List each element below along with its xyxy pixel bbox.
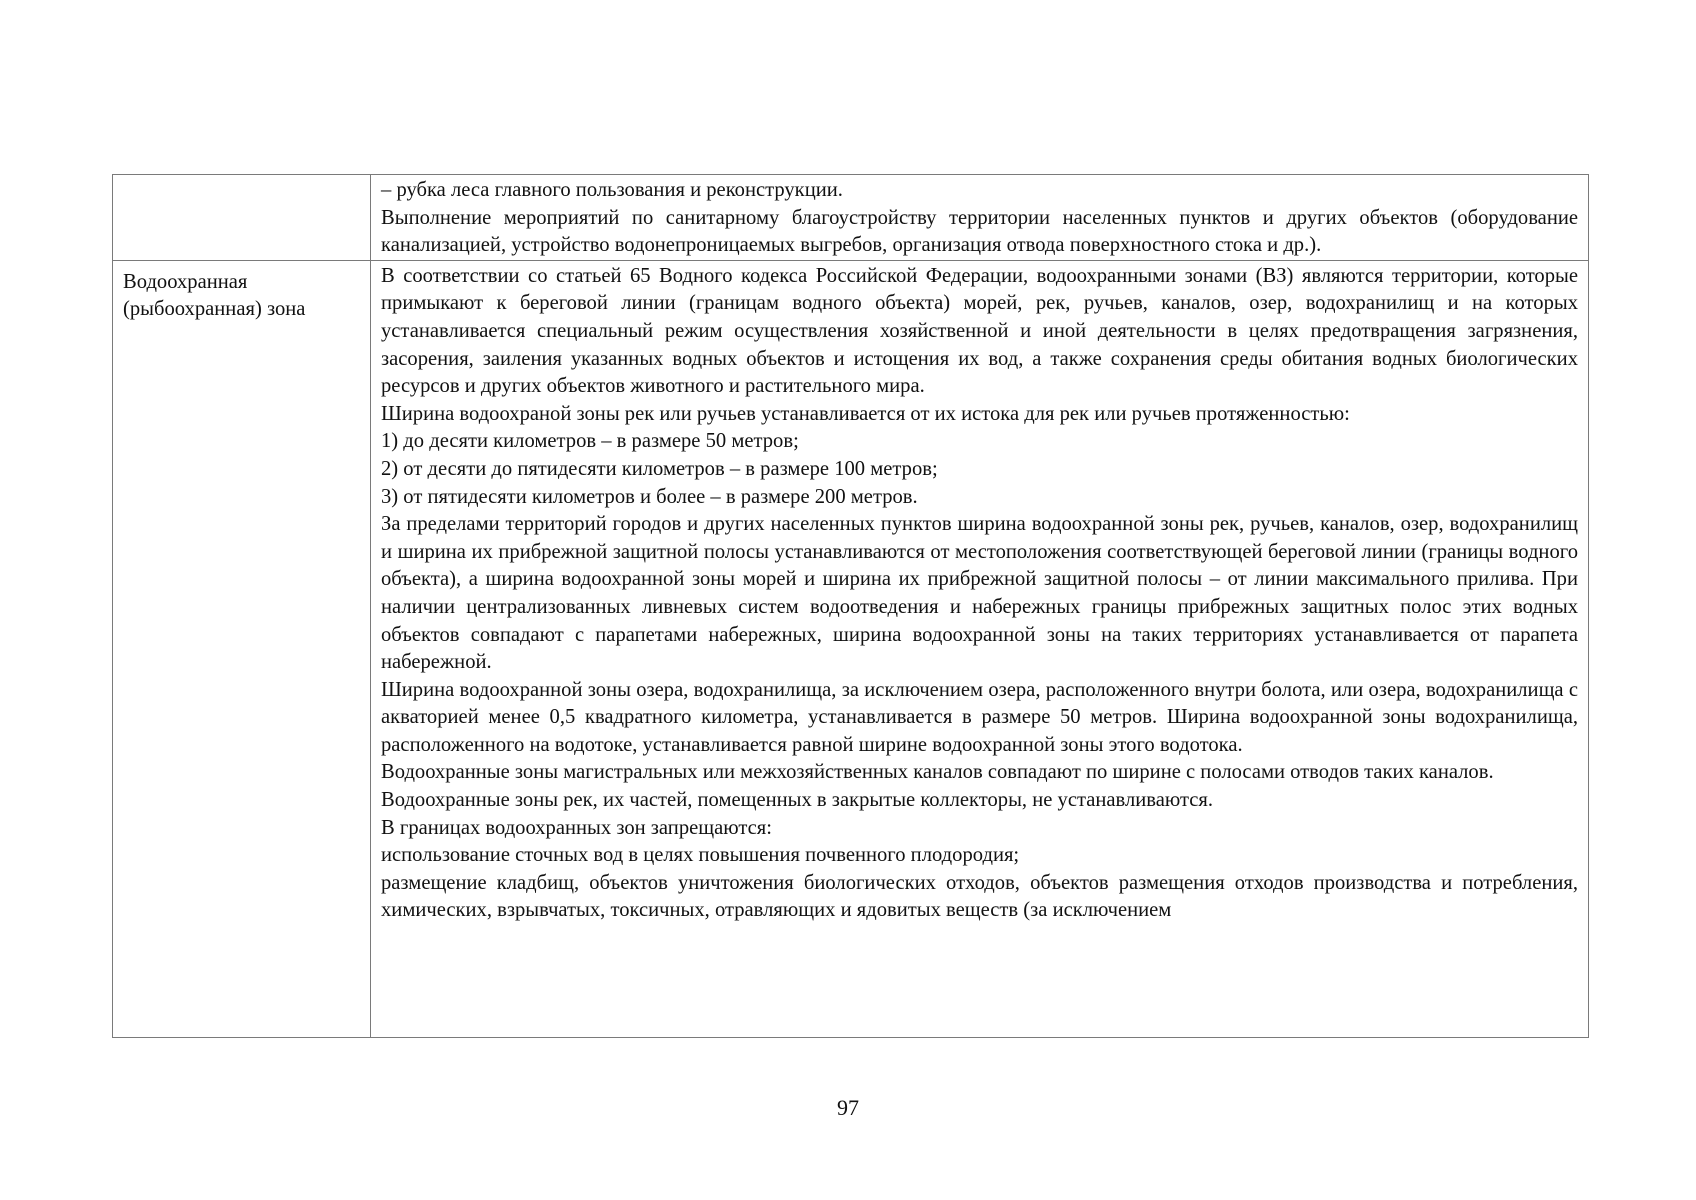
zone-label: Водоохранная (рыбоохранная) зона [123,270,306,321]
content-table [112,174,1589,1038]
paragraph: В соответствии со статьей 65 Водного кодекса Российской Федерации, водоохранными зонами (ВЗ) являются территории, которые примыкают к береговой линии (границам водного объекта) морей, рек, ручьев, каналов, озер, водохранилищ и на которых устанавливается специальный режим осуществления хозяйственной и иной деятельности в целях предотвращения загрязнения, засорения, заиления указанных водных объектов и истощения их вод, а также сохранения среды обитания водных биологических ресурсов и других объектов животного и растительного мира. [381,264,1578,398]
paragraph: Водоохранные зоны рек, их частей, помещенных в закрытые коллекторы, не устанавливаются. [381,789,1213,812]
requirements-cell [371,175,1589,261]
paragraph: За пределами территорий городов и других населенных пунктов ширина водоохранной зоны рек, ручьев, каналов, озер, водохранилищ и ширина их прибрежной защитной полосы устанавливаются от местоположения соответствующей береговой линии (границы водного объекта), а ширина водоохранной зоны морей и ширина их прибрежной защитной полосы – от линии максимального прилива. При наличии централизованных ливневых систем водоотведения и набережных границы прибрежных защитных полос этих водных объектов совпадают с парапетами набережных, ширина водоохранной зоны на таких территориях устанавливается от парапета набережной. [381,513,1578,674]
paragraph: Водоохранные зоны магистральных или межхозяйственных каналов совпадают по ширине с полосами отводов таких каналов. [381,761,1494,784]
paragraph: использование сточных вод в целях повышения почвенного плодородия; [381,844,1020,867]
paragraph: размещение кладбищ, объектов уничтожения биологических отходов, объектов размещения отходов производства и потребления, химических, взрывчатых, токсичных, отравляющих и ядовитых веществ (за исключением [381,871,1578,922]
zone-label-cell [113,260,371,1037]
requirements-cell [371,260,1589,1037]
paragraph: Выполнение мероприятий по санитарному благоустройству территории населенных пунктов и других объектов (оборудование канализацией, устройство водонепроницаемых выгребов, организация отвода поверхностного стока и др.). [381,206,1578,257]
table-row [113,175,1589,261]
list-item: 3) от пятидесяти километров и более – в размере 200 метров. [381,485,918,508]
requirements-text [381,263,1578,1037]
table-row [113,260,1589,1037]
list-item: 1) до десяти километров – в размере 50 метров; [381,430,799,453]
paragraph: – рубка леса главного пользования и реконструкции. [381,179,843,201]
paragraph: Ширина водоохранной зоны озера, водохранилища, за исключением озера, расположенного внутри болота, или озера, водохранилища с акваторией менее 0,5 квадратного километра, устанавливается в размере 50 метров. Ширина водоохранной зоны водохранилища, расположенного на водотоке, устанавливается равной ширине водоохранной зоны этого водотока. [381,678,1578,756]
paragraph: В границах водоохранных зон запрещаются: [381,816,772,839]
paragraph: Ширина водоохраной зоны рек или ручьев устанавливается от их истока для рек или ручьев протяженностью: [381,402,1350,425]
page-number: 97 [837,1095,859,1120]
list-item: 2) от десяти до пятидесяти километров – в размере 100 метров; [381,457,938,480]
zone-label-cell-empty [113,175,371,261]
